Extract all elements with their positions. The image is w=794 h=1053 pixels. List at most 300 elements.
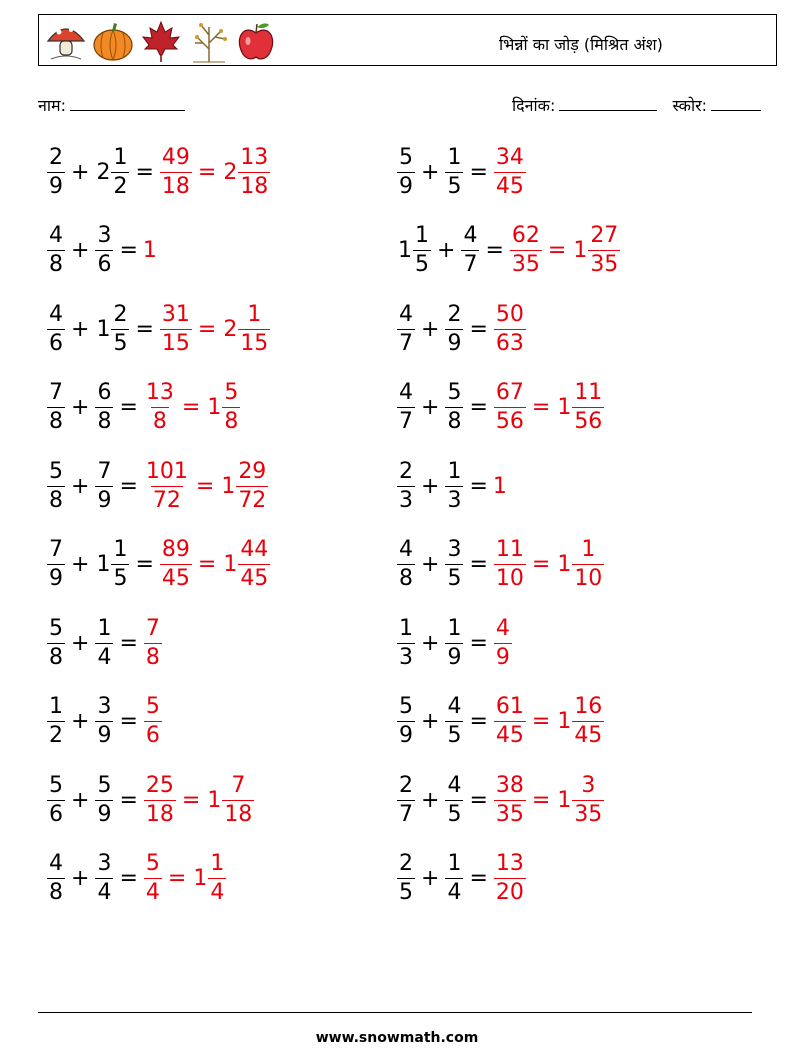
addend-b-denominator: 5	[447, 173, 462, 199]
plus-sign: +	[71, 866, 90, 891]
answer	[143, 615, 163, 670]
addend-a-denominator: 3	[399, 644, 413, 670]
answer	[493, 144, 527, 199]
equals-sign: =	[197, 552, 217, 577]
equals-sign: =	[547, 238, 567, 263]
answer-improper-numerator: 67	[495, 380, 524, 405]
addend-b	[444, 772, 464, 827]
plus-sign: +	[421, 709, 440, 734]
answer	[493, 615, 513, 670]
plus-sign: +	[421, 473, 440, 499]
answer-improper-fraction	[510, 225, 542, 276]
answer-mixed-whole: 1	[557, 709, 572, 734]
problem-item	[396, 608, 513, 678]
addend-a-denominator: 7	[399, 330, 413, 356]
answer-improper-numerator: 34	[495, 144, 524, 170]
answer-mixed-denominator: 35	[574, 801, 603, 827]
answer-improper	[493, 853, 527, 904]
maple-leaf-icon	[139, 19, 183, 63]
addend-b-denominator: 4	[97, 644, 112, 670]
addend-a-numerator: 1	[415, 223, 429, 248]
addend-b-numerator: 3	[97, 694, 112, 719]
answer-improper-numerator: 25	[145, 772, 174, 798]
addend-a-numerator: 5	[49, 458, 63, 484]
answer-mixed-denominator: 45	[240, 566, 269, 591]
problem-item	[46, 687, 163, 757]
plus-sign: +	[71, 316, 90, 342]
answer-improper-denominator: 8	[145, 644, 160, 670]
answer-improper-fraction	[494, 772, 526, 827]
addend-a-denominator: 6	[49, 801, 63, 827]
addend-a-denominator: 2	[49, 723, 63, 748]
addend-b-numerator: 1	[447, 458, 462, 484]
addend-a	[396, 458, 416, 513]
addend-a-denominator: 8	[49, 487, 63, 513]
problem-item	[396, 294, 527, 364]
answer-improper-numerator: 49	[161, 144, 190, 170]
addend-a	[46, 382, 66, 433]
addend-b-numerator: 5	[97, 772, 112, 798]
answer-improper	[143, 853, 163, 904]
addend-a-numerator: 7	[49, 537, 63, 562]
answer	[493, 539, 605, 590]
plus-sign: +	[71, 238, 90, 263]
answer-improper-fraction	[160, 144, 192, 199]
problem-item	[46, 608, 163, 678]
answer-mixed-denominator: 18	[224, 801, 253, 827]
equals-sign: =	[531, 552, 551, 577]
answer-improper-denominator: 72	[152, 487, 181, 513]
addend-a-fraction	[47, 144, 65, 199]
answer-improper	[493, 144, 527, 199]
name-field	[38, 94, 185, 116]
answer-mixed-numerator: 7	[231, 772, 246, 798]
footer-url: www.snowmath.com	[315, 1030, 479, 1046]
problem-item	[46, 294, 271, 364]
answer-improper-fraction	[144, 458, 190, 513]
addend-b-fraction	[95, 853, 113, 904]
plus-sign: +	[421, 866, 440, 891]
addend-b	[444, 853, 464, 904]
addend-b-fraction	[445, 458, 463, 513]
addend-b	[444, 615, 464, 670]
addend-b-numerator: 4	[447, 772, 462, 798]
answer-improper-fraction	[144, 853, 162, 904]
addend-b-numerator: 1	[447, 615, 462, 641]
answer-mixed-denominator: 72	[238, 487, 267, 513]
equals-sign: =	[469, 395, 488, 420]
answer-mixed-denominator: 45	[574, 723, 603, 748]
addend-b-numerator: 7	[97, 458, 112, 484]
addend-b-whole: 1	[96, 552, 111, 577]
plus-sign: +	[71, 473, 90, 499]
answer-mixed-whole: 1	[221, 473, 236, 499]
answer-improper-fraction	[494, 539, 526, 590]
equals-sign: =	[197, 316, 217, 342]
plus-sign: +	[71, 630, 90, 656]
addend-a	[396, 696, 416, 747]
answer-improper	[143, 696, 163, 747]
addend-a-denominator: 8	[399, 566, 413, 591]
problem-item	[396, 137, 527, 207]
answer-mixed-numerator: 11	[574, 380, 603, 405]
answer-mixed	[221, 144, 271, 199]
addend-a-numerator: 5	[49, 772, 63, 798]
problem-item	[46, 216, 157, 286]
equals-sign: =	[135, 552, 154, 577]
equals-sign: =	[197, 159, 217, 185]
answer-improper	[143, 382, 177, 433]
addend-b	[94, 144, 130, 199]
addend-b	[94, 696, 114, 747]
equals-sign: =	[531, 709, 551, 734]
answer-improper-numerator: 89	[161, 537, 190, 562]
addend-a-numerator: 2	[399, 458, 413, 484]
answer-improper	[159, 539, 193, 590]
addend-a-fraction	[397, 615, 415, 670]
addend-b	[444, 382, 464, 433]
score-blank	[711, 96, 761, 111]
equals-sign: =	[469, 866, 488, 891]
addend-b	[94, 772, 114, 827]
addend-a-whole: 1	[398, 238, 412, 263]
addend-a	[396, 772, 416, 827]
answer-mixed-fraction	[238, 144, 270, 199]
addend-b-fraction	[445, 615, 463, 670]
addend-a	[396, 301, 416, 356]
addend-a-fraction	[47, 301, 65, 356]
equals-sign: =	[119, 473, 138, 499]
addend-b-denominator: 8	[97, 409, 112, 434]
answer-mixed	[221, 539, 271, 590]
addend-b-fraction	[95, 615, 113, 670]
worksheet-title: भिन्नों का जोड़ (मिश्रित अंश)	[499, 35, 663, 54]
addend-a-fraction	[397, 696, 415, 747]
addend-b-denominator: 5	[447, 566, 462, 591]
addend-b-numerator: 1	[113, 144, 128, 170]
answer-improper-fraction	[494, 696, 526, 747]
answer-improper-denominator: 18	[145, 801, 174, 827]
answer-improper	[493, 772, 527, 827]
addend-a-denominator: 8	[49, 644, 63, 670]
addend-a	[46, 225, 66, 276]
pumpkin-icon	[91, 19, 135, 63]
answer	[143, 853, 227, 904]
addend-b	[444, 696, 464, 747]
addend-a	[46, 696, 66, 747]
addend-b	[94, 615, 114, 670]
answer-mixed	[205, 772, 255, 827]
answer-improper-denominator: 63	[495, 330, 524, 356]
answer-improper-numerator: 13	[145, 380, 174, 405]
answer	[493, 382, 605, 433]
addend-a-fraction	[413, 225, 431, 276]
addend-b	[94, 539, 130, 590]
addend-a-fraction	[47, 696, 65, 747]
addend-a-numerator: 4	[399, 301, 413, 327]
answer-improper	[159, 301, 193, 356]
answer-improper-denominator: 20	[495, 880, 524, 905]
addend-b-denominator: 5	[447, 801, 462, 827]
equals-sign: =	[469, 159, 488, 185]
problem-item	[46, 765, 255, 835]
answer	[143, 696, 163, 747]
addend-a-fraction	[47, 772, 65, 827]
answer-improper	[493, 615, 513, 670]
addend-a-numerator: 5	[49, 615, 63, 641]
equals-sign: =	[469, 316, 488, 342]
problem-item	[46, 530, 271, 600]
answer-mixed-numerator: 5	[224, 380, 239, 405]
answer-mixed	[219, 458, 269, 513]
answer	[493, 696, 605, 747]
answer-improper	[493, 539, 527, 590]
addend-b-denominator: 5	[113, 566, 128, 591]
addend-b-numerator: 5	[447, 380, 462, 405]
answer-mixed-numerator: 1	[210, 851, 225, 876]
equals-sign: =	[119, 709, 138, 734]
addend-b-numerator: 1	[447, 851, 462, 876]
answer-whole: 1	[492, 473, 507, 499]
equals-sign: =	[119, 787, 138, 813]
answer-improper-fraction	[494, 615, 512, 670]
plus-sign: +	[421, 316, 440, 342]
answer-improper-denominator: 18	[161, 173, 190, 199]
addend-b-denominator: 8	[447, 409, 462, 434]
answer-improper	[493, 301, 527, 356]
addend-b-denominator: 9	[97, 487, 112, 513]
addend-a-fraction	[47, 225, 65, 276]
answer-mixed	[221, 301, 271, 356]
addend-a-denominator: 6	[49, 330, 63, 356]
answer-mixed-denominator: 10	[574, 566, 603, 591]
addend-b-numerator: 1	[113, 537, 128, 562]
answer-improper-fraction	[144, 615, 162, 670]
addend-a-denominator: 8	[49, 252, 63, 277]
equals-sign: =	[119, 238, 138, 263]
answer-whole: 1	[142, 238, 157, 263]
addend-a-denominator: 8	[49, 409, 63, 434]
addend-a-fraction	[47, 539, 65, 590]
addend-a-numerator: 4	[49, 851, 63, 876]
addend-b-denominator: 4	[97, 880, 112, 905]
equals-sign: =	[469, 709, 488, 734]
answer-improper-fraction	[160, 539, 192, 590]
answer-mixed-fraction	[572, 772, 604, 827]
addend-a-denominator: 9	[399, 173, 413, 199]
plus-sign: +	[421, 630, 440, 656]
addend-b-numerator: 3	[97, 223, 112, 248]
answer-improper-fraction	[494, 853, 526, 904]
answer-improper-numerator: 5	[145, 694, 160, 719]
addend-b-fraction	[95, 772, 113, 827]
addend-b	[94, 853, 114, 904]
addend-a-fraction	[397, 144, 415, 199]
answer-improper-numerator: 11	[495, 537, 524, 562]
addend-a	[396, 853, 416, 904]
addend-b	[94, 382, 114, 433]
answer-mixed-numerator: 27	[590, 223, 619, 248]
addend-a-numerator: 1	[49, 694, 63, 719]
answer-improper-denominator: 4	[145, 880, 160, 905]
addend-b	[444, 539, 464, 590]
addend-b-fraction	[445, 301, 463, 356]
addend-b-fraction	[445, 696, 463, 747]
answer-improper-denominator: 35	[511, 252, 540, 277]
answer-mixed-denominator: 56	[574, 409, 603, 434]
answer-improper-denominator: 45	[161, 566, 190, 591]
answer-improper-numerator: 50	[495, 301, 524, 327]
answer-mixed-fraction	[572, 696, 604, 747]
addend-a	[46, 301, 66, 356]
problem-item	[396, 373, 605, 443]
mushroom-icon	[45, 19, 87, 63]
addend-a-denominator: 9	[49, 173, 63, 199]
addend-a-fraction	[397, 382, 415, 433]
answer-improper-denominator: 45	[495, 173, 524, 199]
plus-sign: +	[71, 159, 90, 185]
answer-mixed-fraction	[222, 382, 240, 433]
date-score-field	[512, 94, 761, 116]
answer	[159, 539, 271, 590]
answer-improper	[159, 144, 193, 199]
addend-b-numerator: 3	[447, 537, 462, 562]
answer-mixed-numerator: 1	[247, 301, 262, 327]
answer-improper-fraction	[494, 382, 526, 433]
addend-a-fraction	[47, 853, 65, 904]
answer-mixed-numerator: 1	[581, 537, 596, 562]
answer-mixed-fraction	[222, 772, 254, 827]
answer-mixed	[205, 382, 241, 433]
addend-b	[94, 458, 114, 513]
addend-a-denominator: 5	[399, 880, 413, 905]
answer	[143, 238, 157, 263]
addend-a	[396, 144, 416, 199]
plus-sign: +	[421, 787, 440, 813]
addend-a	[396, 225, 432, 276]
answer-mixed-numerator: 44	[240, 537, 269, 562]
answer-improper	[509, 225, 543, 276]
addend-b-denominator: 9	[97, 801, 112, 827]
answer-improper	[493, 696, 527, 747]
addend-b-fraction	[445, 772, 463, 827]
problem-item	[46, 451, 269, 521]
answer	[159, 144, 271, 199]
answer	[493, 301, 527, 356]
score-label: स्कोर:	[672, 96, 708, 115]
addend-b-numerator: 6	[97, 380, 112, 405]
addend-b-denominator: 3	[447, 487, 462, 513]
answer-improper-fraction	[160, 301, 192, 356]
addend-a-numerator: 2	[399, 772, 413, 798]
answer-mixed-whole: 2	[223, 316, 238, 342]
addend-a-numerator: 2	[49, 144, 63, 170]
answer-mixed	[555, 382, 605, 433]
answer-mixed-fraction	[238, 539, 270, 590]
addend-b-numerator: 4	[463, 223, 478, 248]
addend-b-denominator: 6	[97, 252, 112, 277]
addend-b-denominator: 9	[447, 330, 462, 356]
answer-mixed-fraction	[572, 539, 604, 590]
answer-improper	[143, 772, 177, 827]
plus-sign: +	[71, 552, 90, 577]
problem-item	[396, 687, 605, 757]
addend-b-fraction	[95, 225, 113, 276]
equals-sign: =	[531, 395, 551, 420]
plus-sign: +	[437, 238, 456, 263]
addend-a	[46, 615, 66, 670]
addend-b-numerator: 2	[447, 301, 462, 327]
equals-sign: =	[469, 630, 488, 656]
answer-mixed-denominator: 35	[590, 252, 619, 277]
plus-sign: +	[421, 395, 440, 420]
equals-sign: =	[469, 787, 488, 813]
addend-b-denominator: 7	[463, 252, 478, 277]
answer-mixed	[555, 772, 605, 827]
problem-item	[46, 373, 241, 443]
answer-mixed-numerator: 3	[581, 772, 596, 798]
addend-b-fraction	[111, 301, 129, 356]
plus-sign: +	[71, 709, 90, 734]
answer-improper-numerator: 31	[161, 301, 190, 327]
addend-b-denominator: 4	[447, 880, 462, 905]
addend-a	[396, 382, 416, 433]
addend-a	[46, 772, 66, 827]
answer-mixed-whole: 1	[207, 787, 222, 813]
problem-item	[396, 451, 507, 521]
answer-mixed-numerator: 29	[238, 458, 267, 484]
addend-b-fraction	[445, 382, 463, 433]
answer-improper-denominator: 10	[495, 566, 524, 591]
apple-icon	[235, 19, 277, 63]
plus-sign: +	[71, 787, 90, 813]
addend-a	[46, 144, 66, 199]
equals-sign: =	[167, 866, 187, 891]
branch-icon	[187, 19, 231, 63]
equals-sign: =	[469, 552, 488, 577]
header-icons	[45, 18, 277, 64]
addend-a-denominator: 9	[399, 723, 413, 748]
answer-mixed-denominator: 18	[240, 173, 269, 199]
addend-a-numerator: 7	[49, 380, 63, 405]
answer-improper-numerator: 5	[145, 851, 160, 876]
answer-improper-denominator: 56	[495, 409, 524, 434]
answer-improper-numerator: 38	[495, 772, 524, 798]
answer-improper-numerator: 7	[145, 615, 160, 641]
addend-b-numerator: 2	[113, 301, 128, 327]
addend-a	[396, 539, 416, 590]
problem-item	[46, 137, 271, 207]
answer-mixed-denominator: 4	[210, 880, 225, 905]
addend-a-denominator: 9	[49, 566, 63, 591]
addend-b	[94, 301, 130, 356]
addend-a-denominator: 8	[49, 880, 63, 905]
addend-b-denominator: 9	[97, 723, 112, 748]
addend-a-denominator: 5	[415, 252, 429, 277]
plus-sign: +	[421, 552, 440, 577]
addend-b-numerator: 1	[447, 144, 462, 170]
answer-improper	[143, 458, 191, 513]
date-label: दिनांक:	[512, 96, 556, 115]
addend-b-numerator: 3	[97, 851, 112, 876]
answer-mixed	[555, 696, 605, 747]
addend-a	[396, 615, 416, 670]
answer	[493, 853, 527, 904]
addend-a-numerator: 4	[49, 301, 63, 327]
answer-mixed-numerator: 16	[574, 694, 603, 719]
addend-b-fraction	[111, 539, 129, 590]
addend-a-denominator: 7	[399, 801, 413, 827]
